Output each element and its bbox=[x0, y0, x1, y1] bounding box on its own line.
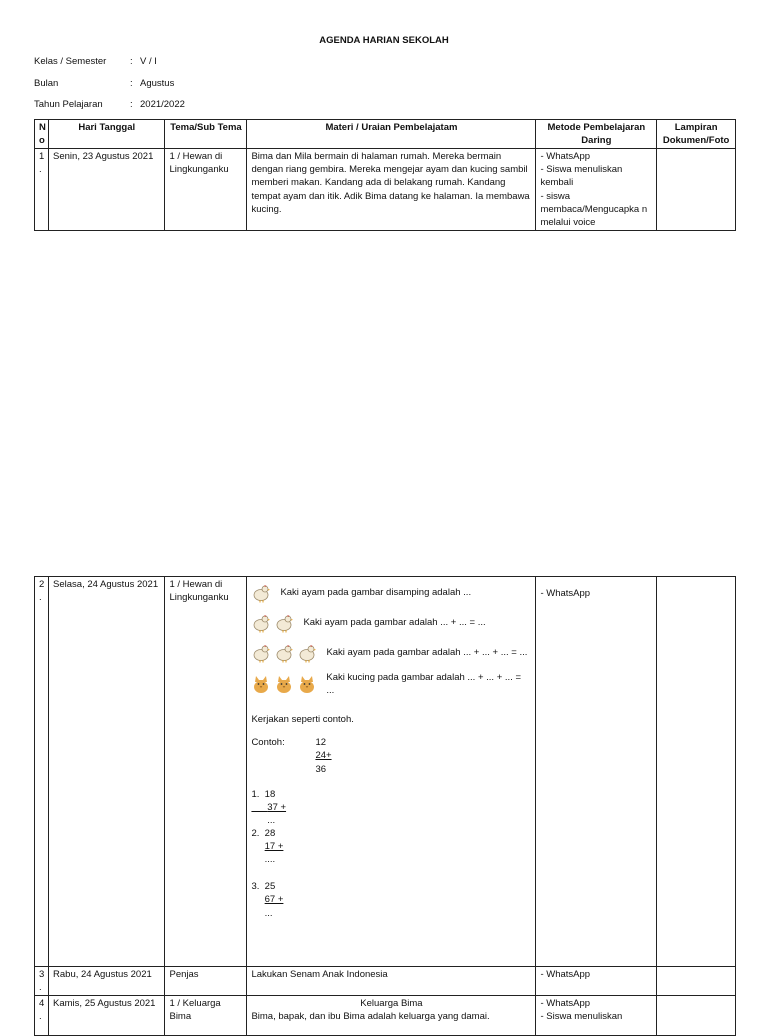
cell-lampiran bbox=[657, 149, 736, 231]
exercise-num: 2. bbox=[251, 827, 260, 839]
meta-sep: : bbox=[130, 78, 133, 89]
meta-label: Tahun Pelajaran bbox=[34, 99, 103, 110]
example-line: 12 bbox=[315, 737, 327, 749]
cell-tema: 1 / Hewan di Lingkunganku bbox=[165, 149, 247, 231]
question-text: Kaki ayam pada gambar adalah ... + ... = ... bbox=[303, 617, 486, 629]
cell-no: 3. bbox=[35, 967, 49, 996]
metode-item: - WhatsApp bbox=[540, 151, 591, 163]
cat-icon bbox=[251, 674, 271, 694]
table-row bbox=[35, 967, 736, 996]
cell-lampiran bbox=[657, 967, 736, 996]
agenda-table-top bbox=[34, 119, 736, 231]
cell-date: Kamis, 25 Agustus 2021 bbox=[49, 996, 165, 1036]
exercise-3 bbox=[251, 880, 531, 919]
meta-sep: : bbox=[130, 99, 133, 110]
table-row bbox=[35, 996, 736, 1036]
cat-icon bbox=[297, 674, 317, 694]
cell-tema: 1 / Keluarga Bima bbox=[165, 996, 247, 1036]
agenda-table-bottom bbox=[34, 576, 736, 1036]
header-tema: Tema/Sub Tema bbox=[165, 120, 247, 149]
exercise-num: 1. bbox=[251, 788, 260, 800]
cell-tema: 1 / Hewan di Lingkunganku bbox=[165, 577, 247, 967]
header-materi: Materi / Uraian Pembelajatam bbox=[247, 120, 536, 149]
example-label: Contoh: bbox=[251, 737, 285, 749]
exercise-a: 25 bbox=[264, 881, 276, 893]
cell-tema: Penjas bbox=[165, 967, 247, 996]
header-lampiran: Lampiran Dokumen/Foto bbox=[657, 120, 736, 149]
header-date: Hari Tanggal bbox=[49, 120, 165, 149]
hen-icon bbox=[251, 583, 271, 603]
exercise-a: 18 bbox=[264, 788, 276, 800]
cell-metode: - WhatsApp bbox=[536, 577, 657, 967]
materi-title: Keluarga Bima bbox=[360, 998, 423, 1010]
meta-bulan bbox=[34, 77, 174, 90]
cell-date: Senin, 23 Agustus 2021 bbox=[49, 149, 165, 231]
meta-label: Kelas / Semester bbox=[34, 56, 107, 67]
exercise-num: 3. bbox=[251, 881, 260, 893]
instruction: Kerjakan seperti contoh. bbox=[251, 714, 354, 726]
question-4 bbox=[251, 671, 531, 697]
cell-materi bbox=[247, 996, 536, 1036]
cell-no: 2. bbox=[35, 577, 49, 967]
table-row bbox=[35, 149, 736, 231]
hen-icon bbox=[274, 613, 294, 633]
exercise-c: .... bbox=[264, 854, 276, 866]
header-metode: Metode Pembelajaran Daring bbox=[536, 120, 657, 149]
example-line: 24+ bbox=[315, 750, 332, 762]
meta-sep: : bbox=[130, 56, 133, 67]
cell-metode bbox=[536, 996, 657, 1036]
cell-lampiran bbox=[657, 577, 736, 967]
cell-materi bbox=[247, 577, 536, 967]
exercise-2 bbox=[251, 827, 531, 866]
hen-icon bbox=[274, 643, 294, 663]
exercise-c: ... bbox=[267, 814, 276, 826]
metode-item: - Siswa menuliskan kembali bbox=[540, 164, 623, 189]
cell-lampiran bbox=[657, 996, 736, 1036]
hen-icon bbox=[251, 643, 271, 663]
question-text: Kaki ayam pada gambar disamping adalah ... bbox=[280, 587, 472, 599]
table-header-row bbox=[35, 120, 736, 149]
metode-item: - siswa membaca/Mengucapka n melalui voice bbox=[540, 190, 648, 228]
cell-metode: - WhatsApp bbox=[536, 967, 657, 996]
meta-label: Bulan bbox=[34, 78, 59, 89]
metode-item: - WhatsApp bbox=[540, 998, 591, 1010]
cell-no: 1. bbox=[35, 149, 49, 231]
meta-value: Agustus bbox=[140, 78, 175, 89]
example-line: 36 bbox=[315, 763, 327, 775]
exercise-a: 28 bbox=[264, 827, 276, 839]
hen-icon bbox=[297, 643, 317, 663]
exercise-b: 37 + bbox=[267, 801, 287, 813]
meta-value: 2021/2022 bbox=[140, 99, 185, 110]
exercise-b: 17 + bbox=[264, 841, 284, 853]
cell-materi: Lakukan Senam Anak Indonesia bbox=[247, 967, 536, 996]
question-2 bbox=[251, 613, 531, 633]
example bbox=[251, 736, 531, 775]
cell-no: 4. bbox=[35, 996, 49, 1036]
exercise-c: ... bbox=[264, 907, 273, 919]
hen-icon bbox=[251, 613, 271, 633]
exercise-1 bbox=[251, 788, 531, 827]
meta-tahun bbox=[34, 98, 185, 111]
cell-date: Rabu, 24 Agustus 2021 bbox=[49, 967, 165, 996]
meta-value: V / I bbox=[140, 56, 157, 67]
header-no: No bbox=[35, 120, 49, 149]
example-sum bbox=[315, 736, 331, 775]
cell-materi: Bima dan Mila bermain di halaman rumah. Mereka bermain dengan riang gembira. Mereka mengejar ayam dan kucing sambil memberi makan. Kandang ada di belakang rumah. Kandang tempat ayam dan itik. Adik Bima datang ke halaman. Ia membawa kucing. bbox=[247, 149, 536, 231]
cell-metode bbox=[536, 149, 657, 231]
question-text: Kaki ayam pada gambar adalah ... + ... + ... = ... bbox=[326, 647, 528, 659]
materi-text: Bima, bapak, dan ibu Bima adalah keluarga yang damai. bbox=[251, 1011, 490, 1023]
meta-kelas bbox=[34, 55, 157, 68]
metode-item: - Siswa menuliskan bbox=[540, 1011, 623, 1023]
exercise-b: 67 + bbox=[264, 894, 284, 906]
question-3 bbox=[251, 643, 531, 663]
table-row bbox=[35, 577, 736, 967]
page-title: AGENDA HARIAN SEKOLAH bbox=[319, 35, 449, 46]
question-1 bbox=[251, 583, 531, 603]
cell-date: Selasa, 24 Agustus 2021 bbox=[49, 577, 165, 967]
cat-icon bbox=[274, 674, 294, 694]
question-text: Kaki kucing pada gambar adalah ... + ... + ... = ... bbox=[326, 672, 521, 697]
